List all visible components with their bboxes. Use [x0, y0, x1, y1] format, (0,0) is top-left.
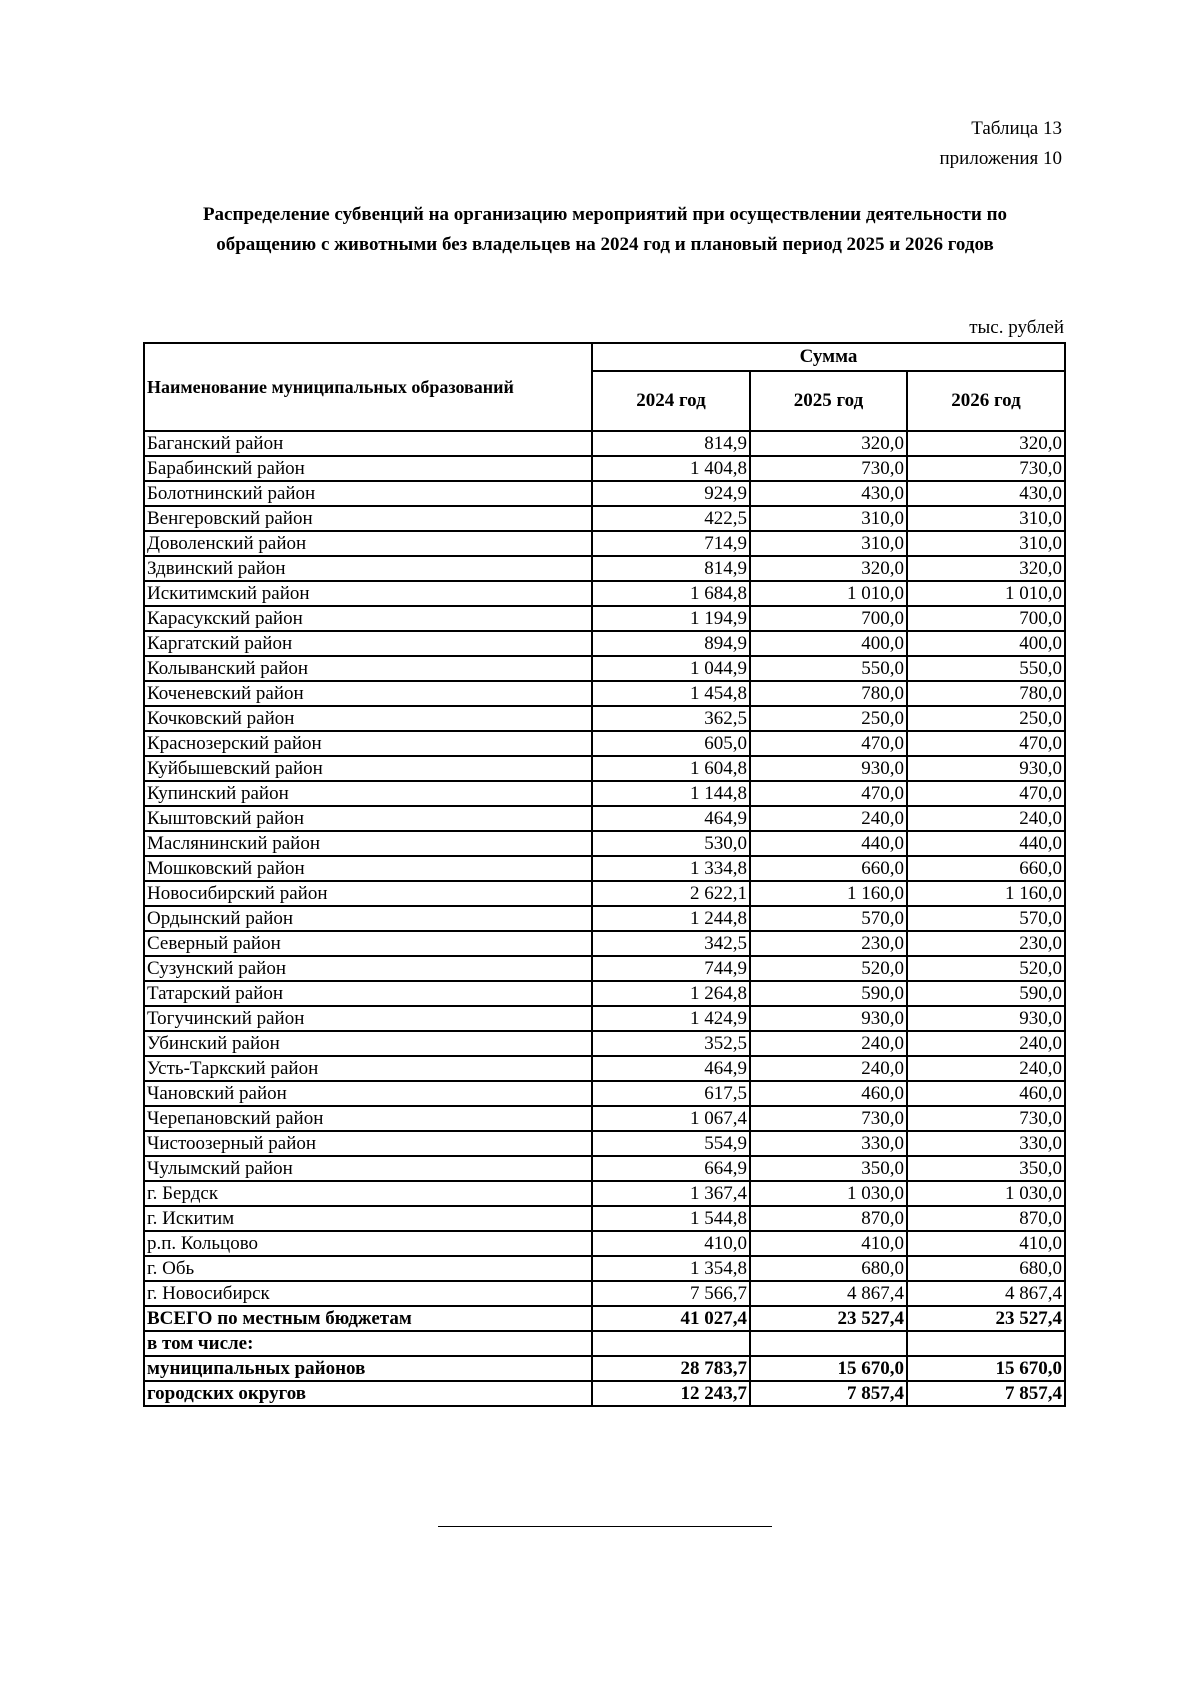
- amount-2025: 240,0: [750, 1031, 907, 1056]
- table-row: [144, 1281, 1065, 1306]
- amount-2026: 240,0: [907, 806, 1065, 831]
- municipality-name: Маслянинский район: [144, 831, 592, 856]
- amount-2026: 660,0: [907, 856, 1065, 881]
- amount-2024: 1 404,8: [592, 456, 750, 481]
- municipality-name: Баганский район: [144, 431, 592, 456]
- amount-2026: 460,0: [907, 1081, 1065, 1106]
- amount-2024: 422,5: [592, 506, 750, 531]
- table-row: [144, 1306, 1065, 1331]
- table-row: [144, 881, 1065, 906]
- amount-2025: 730,0: [750, 1106, 907, 1131]
- table-body: [144, 431, 1065, 1406]
- column-header-sum: Сумма: [592, 343, 1065, 371]
- municipality-name: Сузунский район: [144, 956, 592, 981]
- amount-2024: 1 044,9: [592, 656, 750, 681]
- table-row: [144, 1356, 1065, 1381]
- amount-2026: 410,0: [907, 1231, 1065, 1256]
- amount-2026: 7 857,4: [907, 1381, 1065, 1406]
- municipality-name: Доволенский район: [144, 531, 592, 556]
- amount-2024: 1 684,8: [592, 581, 750, 606]
- municipality-name: Искитимский район: [144, 581, 592, 606]
- amount-2025: 930,0: [750, 1006, 907, 1031]
- amount-2026: 590,0: [907, 981, 1065, 1006]
- column-header-2026: 2026 год: [907, 371, 1065, 431]
- amount-2024: 2 622,1: [592, 881, 750, 906]
- amount-2024: 342,5: [592, 931, 750, 956]
- amount-2024: 1 244,8: [592, 906, 750, 931]
- municipality-name: Купинский район: [144, 781, 592, 806]
- amount-2024: 530,0: [592, 831, 750, 856]
- table-row: [144, 781, 1065, 806]
- amount-2026: 930,0: [907, 756, 1065, 781]
- amount-2024: 894,9: [592, 631, 750, 656]
- footer-divider: [438, 1526, 772, 1527]
- amount-2025: 470,0: [750, 781, 907, 806]
- municipality-name: муниципальных районов: [144, 1356, 592, 1381]
- amount-2025: 250,0: [750, 706, 907, 731]
- amount-2024: [592, 1331, 750, 1356]
- amount-2024: 7 566,7: [592, 1281, 750, 1306]
- table-row: [144, 931, 1065, 956]
- amount-2024: 744,9: [592, 956, 750, 981]
- municipality-name: Здвинский район: [144, 556, 592, 581]
- table-row: [144, 1106, 1065, 1131]
- amount-2026: 400,0: [907, 631, 1065, 656]
- column-header-2024: 2024 год: [592, 371, 750, 431]
- municipality-name: Черепановский район: [144, 1106, 592, 1131]
- amount-2024: 12 243,7: [592, 1381, 750, 1406]
- units-label: тыс. рублей: [969, 317, 1064, 338]
- table-row: [144, 756, 1065, 781]
- table-row: [144, 706, 1065, 731]
- amount-2025: 520,0: [750, 956, 907, 981]
- amount-2024: 1 194,9: [592, 606, 750, 631]
- municipality-name: Коченевский район: [144, 681, 592, 706]
- table-row: [144, 981, 1065, 1006]
- amount-2024: 714,9: [592, 531, 750, 556]
- amount-2026: 870,0: [907, 1206, 1065, 1231]
- amount-2024: 362,5: [592, 706, 750, 731]
- amount-2024: 1 367,4: [592, 1181, 750, 1206]
- amount-2026: 550,0: [907, 656, 1065, 681]
- amount-2026: 240,0: [907, 1056, 1065, 1081]
- amount-2024: 1 544,8: [592, 1206, 750, 1231]
- amount-2026: 230,0: [907, 931, 1065, 956]
- amount-2026: 1 030,0: [907, 1181, 1065, 1206]
- table-row: [144, 956, 1065, 981]
- amount-2025: 350,0: [750, 1156, 907, 1181]
- municipality-name: Кыштовский район: [144, 806, 592, 831]
- municipality-name: Ордынский район: [144, 906, 592, 931]
- amount-2026: 4 867,4: [907, 1281, 1065, 1306]
- municipality-name: г. Бердск: [144, 1181, 592, 1206]
- amount-2024: 924,9: [592, 481, 750, 506]
- amount-2024: 1 604,8: [592, 756, 750, 781]
- table-row: [144, 606, 1065, 631]
- amount-2025: 430,0: [750, 481, 907, 506]
- amount-2026: 350,0: [907, 1156, 1065, 1181]
- amount-2026: 330,0: [907, 1131, 1065, 1156]
- table-row: [144, 1231, 1065, 1256]
- amount-2024: 28 783,7: [592, 1356, 750, 1381]
- municipality-name: Северный район: [144, 931, 592, 956]
- amount-2024: 352,5: [592, 1031, 750, 1056]
- amount-2026: 680,0: [907, 1256, 1065, 1281]
- table-row: [144, 456, 1065, 481]
- amount-2024: 814,9: [592, 556, 750, 581]
- table-header: [144, 343, 1065, 431]
- amount-2024: 1 264,8: [592, 981, 750, 1006]
- amount-2025: 930,0: [750, 756, 907, 781]
- municipality-name: Кочковский район: [144, 706, 592, 731]
- table-reference: [940, 114, 1062, 174]
- amount-2025: 550,0: [750, 656, 907, 681]
- amount-2026: 470,0: [907, 731, 1065, 756]
- amount-2026: 470,0: [907, 781, 1065, 806]
- amount-2026: 700,0: [907, 606, 1065, 631]
- amount-2025: 240,0: [750, 806, 907, 831]
- amount-2026: 23 527,4: [907, 1306, 1065, 1331]
- municipality-name: Новосибирский район: [144, 881, 592, 906]
- appendix-number: приложения 10: [939, 148, 1062, 169]
- municipality-name: Татарский район: [144, 981, 592, 1006]
- document-title: [145, 200, 1065, 260]
- amount-2026: 440,0: [907, 831, 1065, 856]
- amount-2024: 1 334,8: [592, 856, 750, 881]
- table-row: [144, 1181, 1065, 1206]
- table-row: [144, 1006, 1065, 1031]
- document-title-line-1: Распределение субвенций на организацию мероприятий при осуществлении деятельности по: [202, 204, 1008, 225]
- subvention-table: [143, 342, 1066, 1407]
- table-row: [144, 481, 1065, 506]
- amount-2026: 780,0: [907, 681, 1065, 706]
- municipality-name: г. Обь: [144, 1256, 592, 1281]
- municipality-name: Болотнинский район: [144, 481, 592, 506]
- amount-2024: 1 424,9: [592, 1006, 750, 1031]
- amount-2024: 410,0: [592, 1231, 750, 1256]
- amount-2025: 700,0: [750, 606, 907, 631]
- table-row: [144, 1381, 1065, 1406]
- amount-2025: 660,0: [750, 856, 907, 881]
- table-row: [144, 806, 1065, 831]
- municipality-name: Чулымский район: [144, 1156, 592, 1181]
- amount-2025: 1 030,0: [750, 1181, 907, 1206]
- amount-2024: 464,9: [592, 1056, 750, 1081]
- municipality-name: Колыванский район: [144, 656, 592, 681]
- table-row: [144, 506, 1065, 531]
- amount-2026: 1 160,0: [907, 881, 1065, 906]
- municipality-name: Куйбышевский район: [144, 756, 592, 781]
- municipality-name: Каргатский район: [144, 631, 592, 656]
- municipality-name: Усть-Таркский район: [144, 1056, 592, 1081]
- amount-2024: 1 454,8: [592, 681, 750, 706]
- amount-2025: 470,0: [750, 731, 907, 756]
- amount-2026: 520,0: [907, 956, 1065, 981]
- amount-2024: 554,9: [592, 1131, 750, 1156]
- municipality-name: р.п. Кольцово: [144, 1231, 592, 1256]
- municipality-name: городских округов: [144, 1381, 592, 1406]
- amount-2026: [907, 1331, 1065, 1356]
- amount-2025: 230,0: [750, 931, 907, 956]
- amount-2025: 310,0: [750, 506, 907, 531]
- amount-2025: 320,0: [750, 556, 907, 581]
- amount-2025: [750, 1331, 907, 1356]
- table-row: [144, 556, 1065, 581]
- amount-2024: 1 354,8: [592, 1256, 750, 1281]
- amount-2025: 730,0: [750, 456, 907, 481]
- amount-2026: 570,0: [907, 906, 1065, 931]
- amount-2024: 41 027,4: [592, 1306, 750, 1331]
- amount-2024: 464,9: [592, 806, 750, 831]
- amount-2026: 310,0: [907, 531, 1065, 556]
- document-title-line-2: обращению с животными без владельцев на 2024 год и плановый период 2025 и 2026 годов: [216, 234, 994, 255]
- amount-2025: 400,0: [750, 631, 907, 656]
- amount-2024: 605,0: [592, 731, 750, 756]
- table-row: [144, 1031, 1065, 1056]
- amount-2025: 440,0: [750, 831, 907, 856]
- amount-2025: 320,0: [750, 431, 907, 456]
- table-row: [144, 681, 1065, 706]
- table-row: [144, 731, 1065, 756]
- amount-2025: 1 010,0: [750, 581, 907, 606]
- column-header-2025: 2025 год: [750, 371, 907, 431]
- table-row: [144, 831, 1065, 856]
- amount-2025: 4 867,4: [750, 1281, 907, 1306]
- amount-2025: 410,0: [750, 1231, 907, 1256]
- municipality-name: ВСЕГО по местным бюджетам: [144, 1306, 592, 1331]
- municipality-name: Мошковский район: [144, 856, 592, 881]
- municipality-name: Чановский район: [144, 1081, 592, 1106]
- table-row: [144, 581, 1065, 606]
- amount-2026: 240,0: [907, 1031, 1065, 1056]
- amount-2026: 15 670,0: [907, 1356, 1065, 1381]
- table-row: [144, 531, 1065, 556]
- amount-2025: 680,0: [750, 1256, 907, 1281]
- table-row: [144, 1081, 1065, 1106]
- amount-2025: 570,0: [750, 906, 907, 931]
- amount-2025: 310,0: [750, 531, 907, 556]
- table-row: [144, 1206, 1065, 1231]
- table-row: [144, 1331, 1065, 1356]
- municipality-name: г. Искитим: [144, 1206, 592, 1231]
- municipality-name: Убинский район: [144, 1031, 592, 1056]
- amount-2025: 23 527,4: [750, 1306, 907, 1331]
- amount-2026: 430,0: [907, 481, 1065, 506]
- amount-2025: 15 670,0: [750, 1356, 907, 1381]
- amount-2024: 814,9: [592, 431, 750, 456]
- amount-2024: 1 144,8: [592, 781, 750, 806]
- municipality-name: Чистоозерный район: [144, 1131, 592, 1156]
- municipality-name: Карасукский район: [144, 606, 592, 631]
- amount-2025: 460,0: [750, 1081, 907, 1106]
- amount-2024: 664,9: [592, 1156, 750, 1181]
- amount-2026: 320,0: [907, 556, 1065, 581]
- amount-2025: 330,0: [750, 1131, 907, 1156]
- amount-2024: 1 067,4: [592, 1106, 750, 1131]
- amount-2025: 240,0: [750, 1056, 907, 1081]
- amount-2026: 320,0: [907, 431, 1065, 456]
- column-header-name: Наименование муниципальных образований: [144, 343, 592, 431]
- table-row: [144, 431, 1065, 456]
- amount-2026: 250,0: [907, 706, 1065, 731]
- amount-2026: 730,0: [907, 1106, 1065, 1131]
- amount-2025: 590,0: [750, 981, 907, 1006]
- amount-2025: 7 857,4: [750, 1381, 907, 1406]
- table-row: [144, 1156, 1065, 1181]
- amount-2026: 310,0: [907, 506, 1065, 531]
- municipality-name: г. Новосибирск: [144, 1281, 592, 1306]
- municipality-name: в том числе:: [144, 1331, 592, 1356]
- municipality-name: Краснозерский район: [144, 731, 592, 756]
- amount-2025: 870,0: [750, 1206, 907, 1231]
- amount-2024: 617,5: [592, 1081, 750, 1106]
- amount-2025: 780,0: [750, 681, 907, 706]
- table-row: [144, 856, 1065, 881]
- table-row: [144, 631, 1065, 656]
- municipality-name: Венгеровский район: [144, 506, 592, 531]
- amount-2026: 730,0: [907, 456, 1065, 481]
- municipality-name: Барабинский район: [144, 456, 592, 481]
- table-row: [144, 656, 1065, 681]
- table-row: [144, 1056, 1065, 1081]
- amount-2026: 1 010,0: [907, 581, 1065, 606]
- table-number: Таблица 13: [971, 118, 1062, 139]
- table-row: [144, 1256, 1065, 1281]
- table-row: [144, 906, 1065, 931]
- amount-2025: 1 160,0: [750, 881, 907, 906]
- table-row: [144, 1131, 1065, 1156]
- amount-2026: 930,0: [907, 1006, 1065, 1031]
- municipality-name: Тогучинский район: [144, 1006, 592, 1031]
